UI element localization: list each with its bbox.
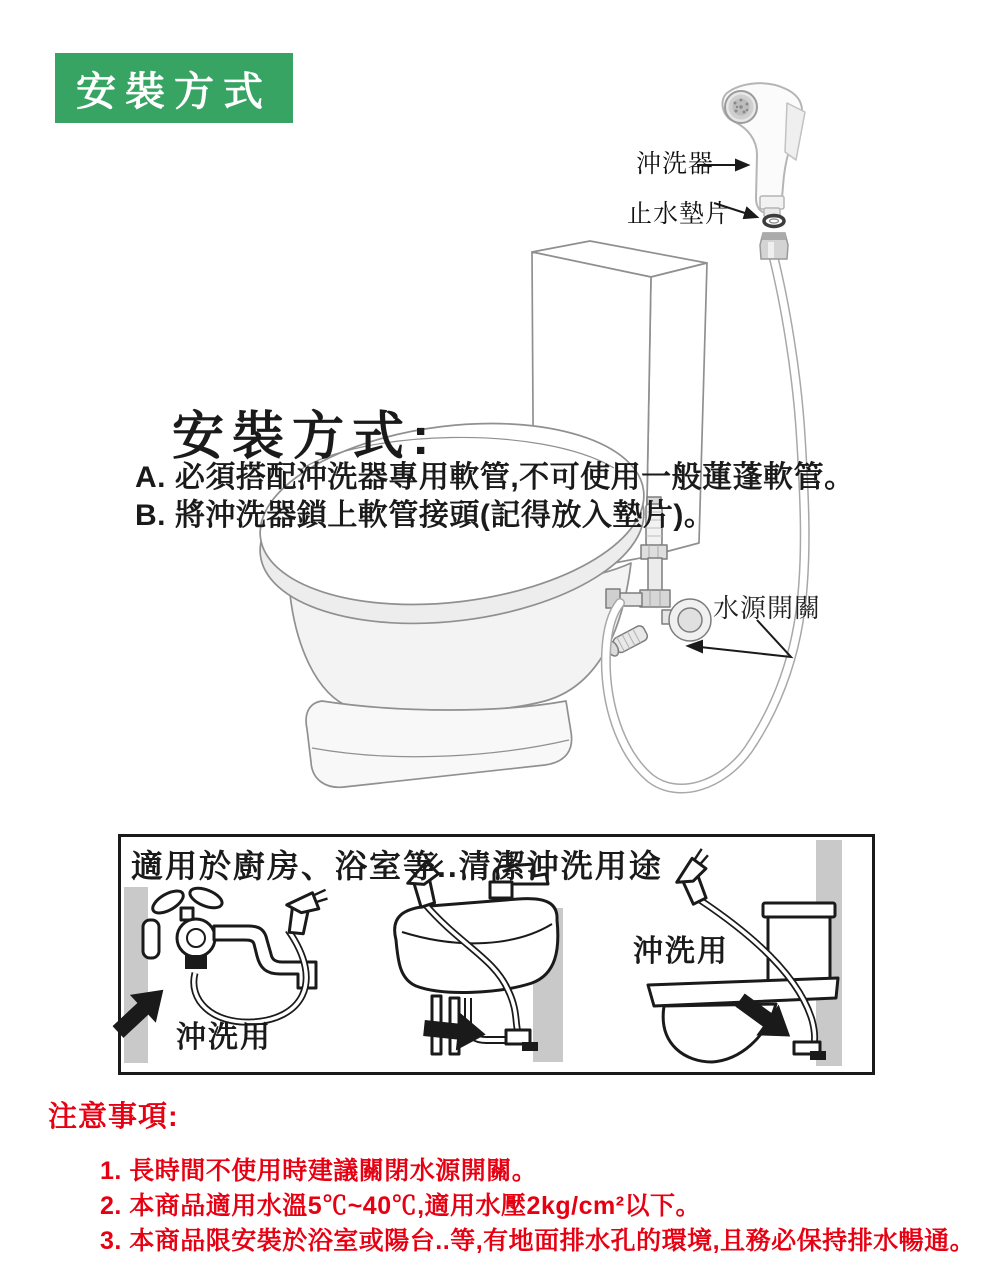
label-sprayer: 沖洗器 (636, 150, 715, 178)
label-valve: 水源開關 (713, 593, 822, 623)
section-badge-label: 安裝方式 (76, 69, 272, 114)
sprayer-art (722, 83, 805, 217)
section-badge (55, 53, 293, 123)
gasket-art (764, 216, 784, 227)
note-item: 1. 長時間不使用時建議關閉水源開關。 (100, 1157, 538, 1185)
hose-connector-art (760, 233, 788, 259)
instruction-step-b: B. 將沖洗器鎖上軟管接頭(記得放入墊片)。 (135, 499, 715, 532)
instruction-step-a: A. 必須搭配沖洗器專用軟管,不可使用一般蓮蓬軟管。 (135, 461, 855, 494)
notes-heading: 注意事項: (48, 1101, 179, 1133)
note-item: 2. 本商品適用水溫5℃~40℃,適用水壓2kg/cm²以下。 (100, 1192, 702, 1220)
usage-title: 適用於廚房、浴室等..清潔沖洗用途 (131, 848, 663, 884)
note-item: 3. 本商品限安裝於浴室或陽台..等,有地面排水孔的環境,且務必保持排水暢通。 (100, 1227, 976, 1255)
usage-label-left: 沖洗用 (176, 1021, 272, 1054)
usage-label-right: 沖洗用 (633, 935, 729, 968)
label-gasket: 止水墊片 (627, 200, 732, 228)
instructions-heading: 安裝方式: (172, 408, 438, 466)
